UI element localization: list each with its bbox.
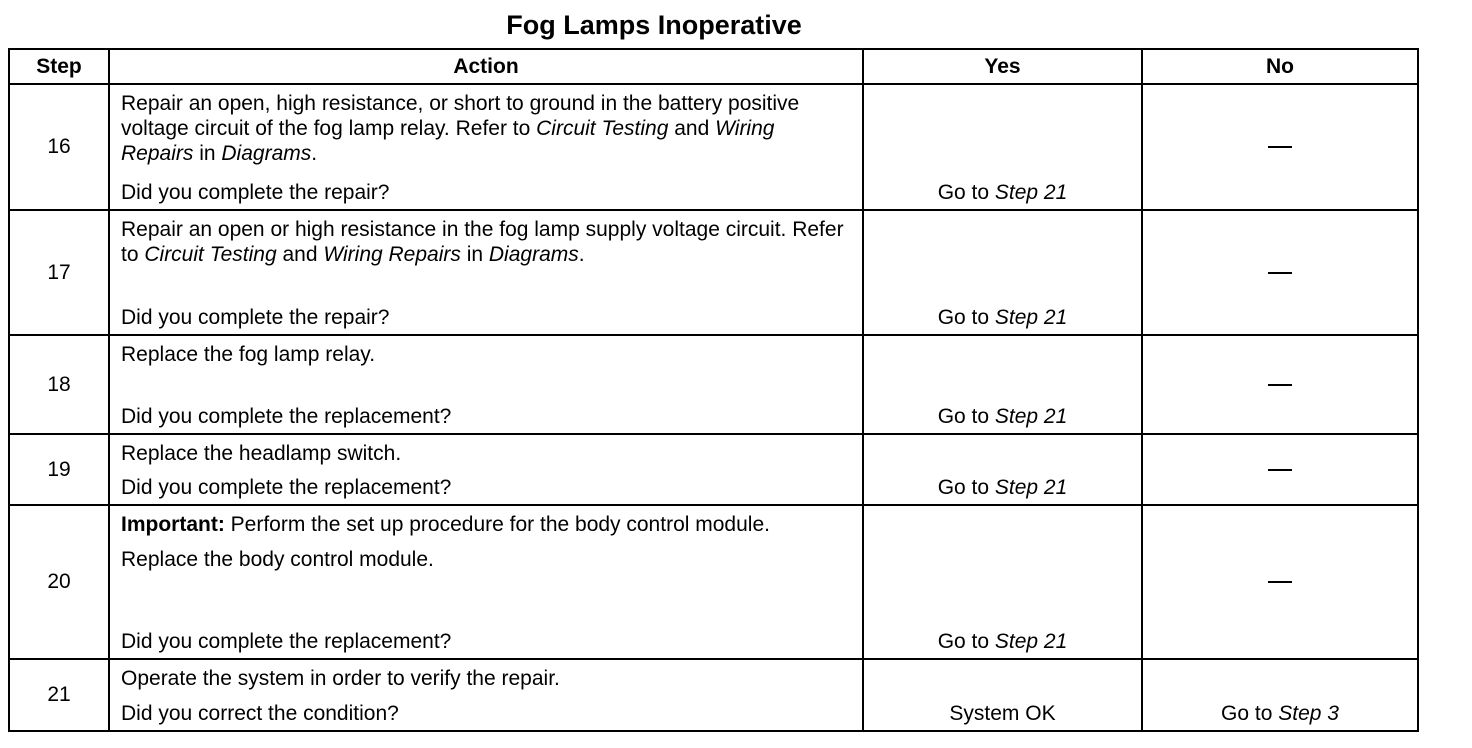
no-dash bbox=[1268, 272, 1292, 274]
diagnostic-table bbox=[8, 48, 1419, 732]
action-cell bbox=[109, 505, 863, 659]
no-cell bbox=[1142, 210, 1418, 335]
step-link: Step 21 bbox=[994, 181, 1068, 204]
step-number: 17 bbox=[9, 210, 109, 335]
action-question: Did you complete the replacement? bbox=[121, 405, 452, 428]
header-action: Action bbox=[109, 49, 863, 84]
yes-cell: System OK bbox=[863, 659, 1142, 731]
header-row bbox=[9, 49, 1418, 84]
step-number: 18 bbox=[9, 335, 109, 434]
table-row bbox=[9, 335, 1418, 434]
diagrams-ref: Diagrams bbox=[488, 243, 579, 266]
diagrams-ref: Diagrams bbox=[221, 142, 312, 165]
circuit-testing-ref: Circuit Testing bbox=[536, 117, 669, 140]
action-cell bbox=[109, 84, 863, 210]
step-number: 20 bbox=[9, 505, 109, 659]
yes-cell: Go to Step 21 bbox=[863, 335, 1142, 434]
no-cell bbox=[1142, 84, 1418, 210]
header-step: Step bbox=[9, 49, 109, 84]
no-cell bbox=[1142, 505, 1418, 659]
no-dash bbox=[1268, 581, 1292, 583]
important-note: Important: Perform the set up procedure for the body control module. bbox=[121, 513, 770, 536]
action-text: Repair an open, high resistance, or short to ground in the battery positive voltage circuit of the fog lamp relay. Refer to Circuit Testing and Wiring Repairs in Diagrams. bbox=[121, 92, 800, 165]
action-question: Did you complete the replacement? bbox=[121, 630, 452, 653]
header-no: No bbox=[1142, 49, 1418, 84]
no-dash bbox=[1268, 146, 1292, 148]
no-cell bbox=[1142, 434, 1418, 505]
action-text: Repair an open or high resistance in the fog lamp supply voltage circuit. Refer to Circuit Testing and Wiring Repairs in Diagrams. bbox=[121, 218, 844, 266]
wiring-repairs-ref: Wiring Repairs bbox=[323, 243, 461, 266]
action-question: Did you complete the repair? bbox=[121, 306, 390, 329]
action-cell bbox=[109, 659, 863, 731]
circuit-testing-ref: Circuit Testing bbox=[144, 243, 277, 266]
action-text: Operate the system in order to verify the repair. bbox=[121, 667, 560, 690]
wiring-repairs-ref: Wiring Repairs bbox=[121, 117, 775, 165]
no-cell bbox=[1142, 335, 1418, 434]
table-row bbox=[9, 434, 1418, 505]
action-text: Replace the body control module. bbox=[121, 548, 434, 571]
step-link: Step 3 bbox=[1278, 702, 1339, 725]
no-dash bbox=[1268, 469, 1292, 471]
header-yes: Yes bbox=[863, 49, 1142, 84]
table-row bbox=[9, 210, 1418, 335]
step-number: 19 bbox=[9, 434, 109, 505]
step-link: Step 21 bbox=[994, 630, 1068, 653]
action-cell bbox=[109, 434, 863, 505]
step-number: 16 bbox=[9, 84, 109, 210]
table-row bbox=[9, 84, 1418, 210]
step-link: Step 21 bbox=[994, 476, 1068, 499]
action-question: Did you complete the repair? bbox=[121, 181, 390, 204]
no-dash bbox=[1268, 384, 1292, 386]
action-question: Did you complete the replacement? bbox=[121, 476, 452, 499]
yes-cell: Go to Step 21 bbox=[863, 505, 1142, 659]
step-link: Step 21 bbox=[994, 405, 1068, 428]
yes-cell: Go to Step 21 bbox=[863, 210, 1142, 335]
page-title: Fog Lamps Inoperative bbox=[506, 10, 802, 40]
yes-cell: Go to Step 21 bbox=[863, 434, 1142, 505]
no-cell: Go to Step 3 bbox=[1142, 659, 1418, 731]
action-cell bbox=[109, 210, 863, 335]
action-text: Replace the headlamp switch. bbox=[121, 442, 402, 465]
yes-cell: Go to Step 21 bbox=[863, 84, 1142, 210]
table-row bbox=[9, 659, 1418, 731]
step-number: 21 bbox=[9, 659, 109, 731]
action-text: Replace the fog lamp relay. bbox=[121, 343, 376, 366]
action-cell bbox=[109, 335, 863, 434]
step-link: Step 21 bbox=[994, 306, 1068, 329]
important-label: Important: bbox=[121, 513, 225, 536]
action-question: Did you correct the condition? bbox=[121, 702, 399, 725]
table-row bbox=[9, 505, 1418, 659]
